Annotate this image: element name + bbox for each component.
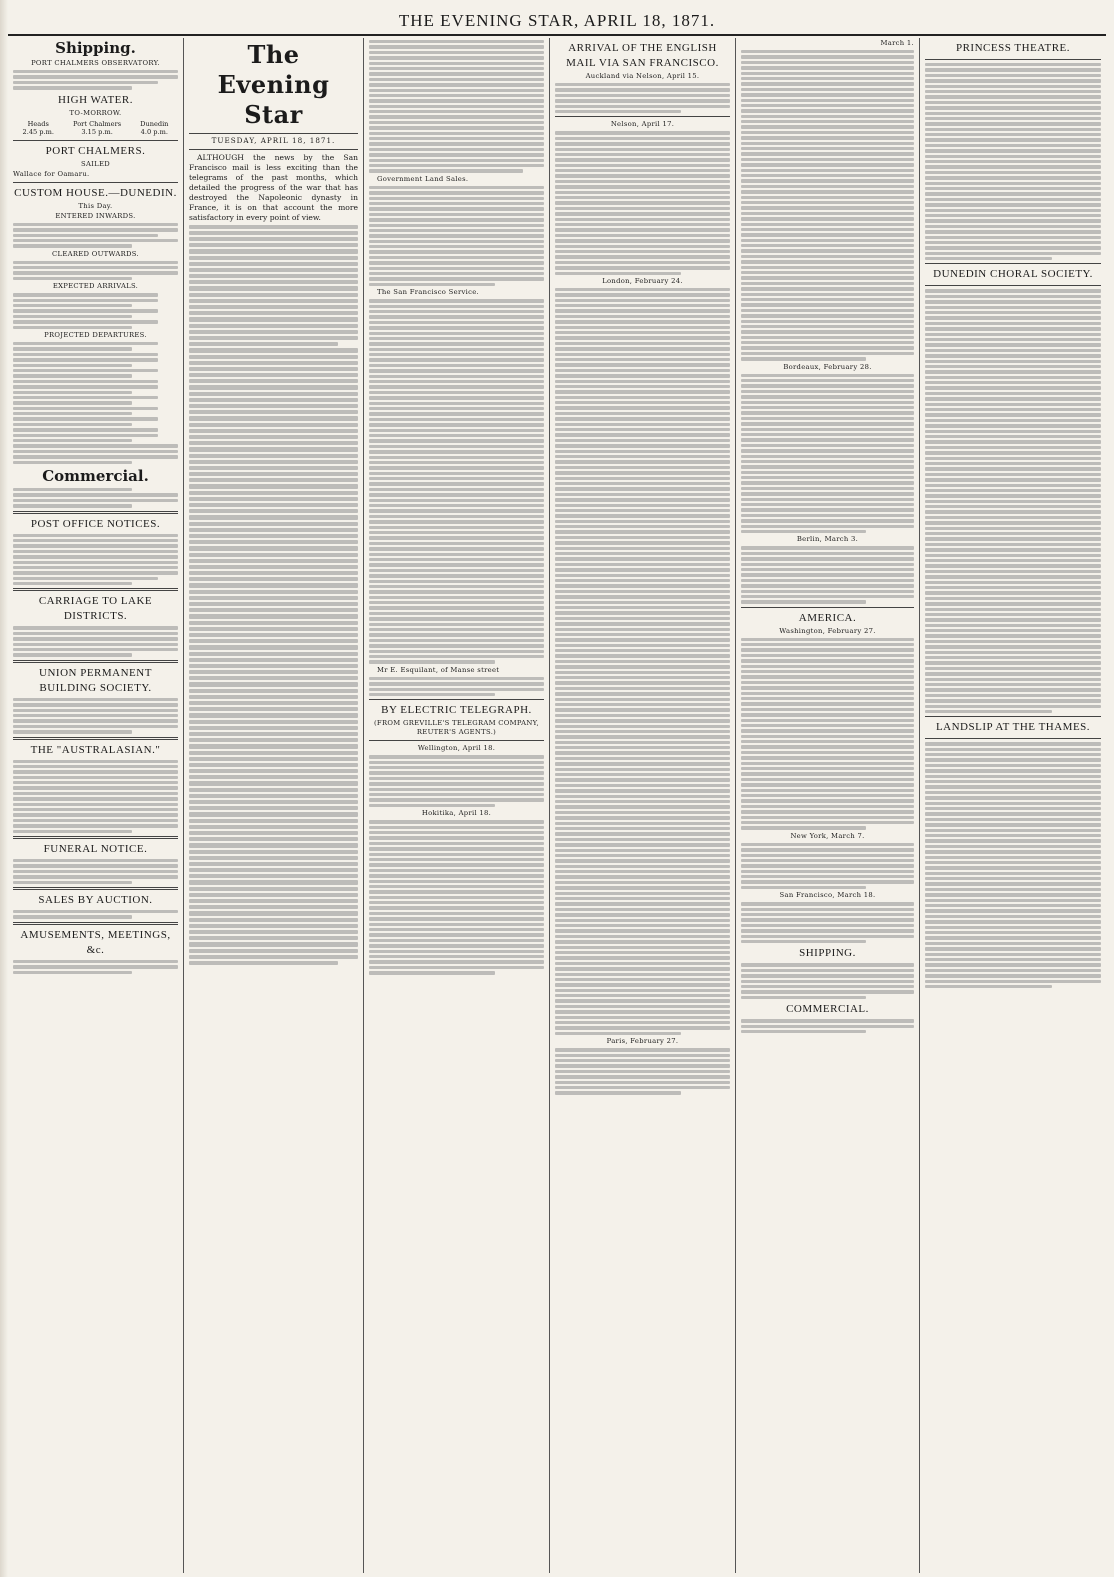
column-3-continuation	[369, 40, 544, 173]
berlin-dateline: Berlin, March 3.	[796, 535, 859, 544]
washington-dateline: Washington, February 27.	[779, 626, 876, 635]
column-1	[8, 38, 184, 1573]
gov-land-heading: Government Land Sales.	[377, 174, 469, 183]
wellington-dateline: Wellington, April 18.	[417, 744, 496, 753]
port-chalmers-heading: PORT CHALMERS.	[45, 144, 146, 157]
to-morrow-label: TO-MORROW.	[69, 108, 122, 117]
this-day-label: This Day.	[78, 201, 113, 210]
tide-heads: Heads 2.45 p.m.	[22, 119, 54, 137]
australasian-heading: THE "AUSTRALASIAN."	[30, 743, 161, 756]
masthead-title: THE EVENING STAR, APRIL 18, 1871.	[398, 11, 716, 30]
issue-date: TUESDAY, APRIL 18, 1871.	[211, 136, 336, 145]
page-fold-shadow	[0, 0, 8, 1577]
custom-house-heading: CUSTOM HOUSE.—DUNEDIN.	[14, 186, 177, 199]
commercial-news-heading: COMMERCIAL.	[786, 1003, 869, 1016]
princess-theatre-heading: PRINCESS THEATRE.	[955, 42, 1071, 54]
leading-article: ALTHOUGH the news by the San Francisco mail is less exciting than the telegrams of the past months, which detailed the progress of the war that has destroyed the Napoleonic dynasty in France, it is on that account the more satisfactory in every point of view.	[189, 152, 358, 222]
paper-title: The Evening Star	[217, 40, 330, 129]
bordeaux-dateline: Bordeaux, February 28.	[783, 362, 872, 371]
america-heading: AMERICA.	[798, 611, 857, 624]
column-5	[736, 38, 920, 1573]
auckland-dateline: Auckland via Nelson, April 15.	[585, 72, 700, 80]
english-mail-heading: ARRIVAL OF THE ENGLISH MAIL VIA SAN FRANCISCO.	[566, 42, 719, 69]
landslip-heading: LANDSLIP AT THE THAMES.	[935, 721, 1091, 734]
entered-label: ENTERED INWARDS.	[55, 211, 136, 220]
leading-article-body	[189, 225, 358, 966]
tide-port-chalmers: Port Chalmers 3.15 p.m.	[73, 119, 122, 137]
tide-table	[13, 120, 178, 137]
funeral-heading: FUNERAL NOTICE.	[43, 843, 148, 855]
esquilant-notice: Mr E. Esquilant, of Manse street	[377, 665, 500, 674]
column-3	[364, 38, 550, 1573]
sailed-text: Wallace for Oamaru.	[13, 169, 90, 178]
london-dateline: London, February 24.	[602, 276, 683, 285]
carriage-heading: CARRIAGE TO LAKE DISTRICTS.	[38, 595, 153, 623]
sales-heading: SALES BY AUCTION.	[38, 893, 153, 906]
march-1-dateline: March 1.	[880, 39, 914, 47]
new-york-dateline: New York, March 7.	[790, 831, 865, 840]
column-6	[920, 38, 1106, 1573]
electric-telegraph-heading: BY ELECTRIC TELEGRAPH.	[381, 704, 532, 717]
high-water-heading: HIGH WATER.	[58, 93, 133, 106]
hokitika-dateline: Hokitika, April 18.	[421, 809, 492, 818]
projected-label: PROJECTED DEPARTURES.	[44, 331, 147, 339]
san-francisco-dateline: San Francisco, March 18.	[779, 891, 876, 900]
cleared-label: CLEARED OUTWARDS.	[52, 249, 139, 258]
observatory-heading: PORT CHALMERS OBSERVATORY.	[31, 59, 160, 67]
sailed-label: SAILED	[81, 159, 110, 168]
amusements-heading: AMUSEMENTS, MEETINGS, &c.	[20, 928, 171, 956]
union-heading: UNION PERMANENT BUILDING SOCIETY.	[39, 666, 152, 694]
paris-dateline: Paris, February 27.	[606, 1037, 679, 1046]
electric-telegraph-source: (FROM GREVILLE'S TELEGRAM COMPANY, REUTER'S AGENTS.)	[373, 719, 539, 737]
masthead	[8, 8, 1106, 36]
post-office-heading: POST OFFICE NOTICES.	[30, 517, 161, 530]
choral-society-heading: DUNEDIN CHORAL SOCIETY.	[933, 268, 1093, 281]
tide-dunedin: Dunedin 4.0 p.m.	[140, 119, 169, 137]
expected-label: EXPECTED ARRIVALS.	[52, 282, 139, 291]
column-4	[550, 38, 736, 1573]
shipping-heading: Shipping.	[55, 39, 136, 57]
columns	[8, 38, 1106, 1573]
shipping-news-heading: SHIPPING.	[799, 947, 856, 960]
sf-service-heading: The San Francisco Service.	[377, 288, 479, 297]
commercial-heading: Commercial.	[42, 466, 149, 485]
nelson-dateline: Nelson, April 17.	[610, 120, 675, 129]
column-2	[184, 38, 364, 1573]
